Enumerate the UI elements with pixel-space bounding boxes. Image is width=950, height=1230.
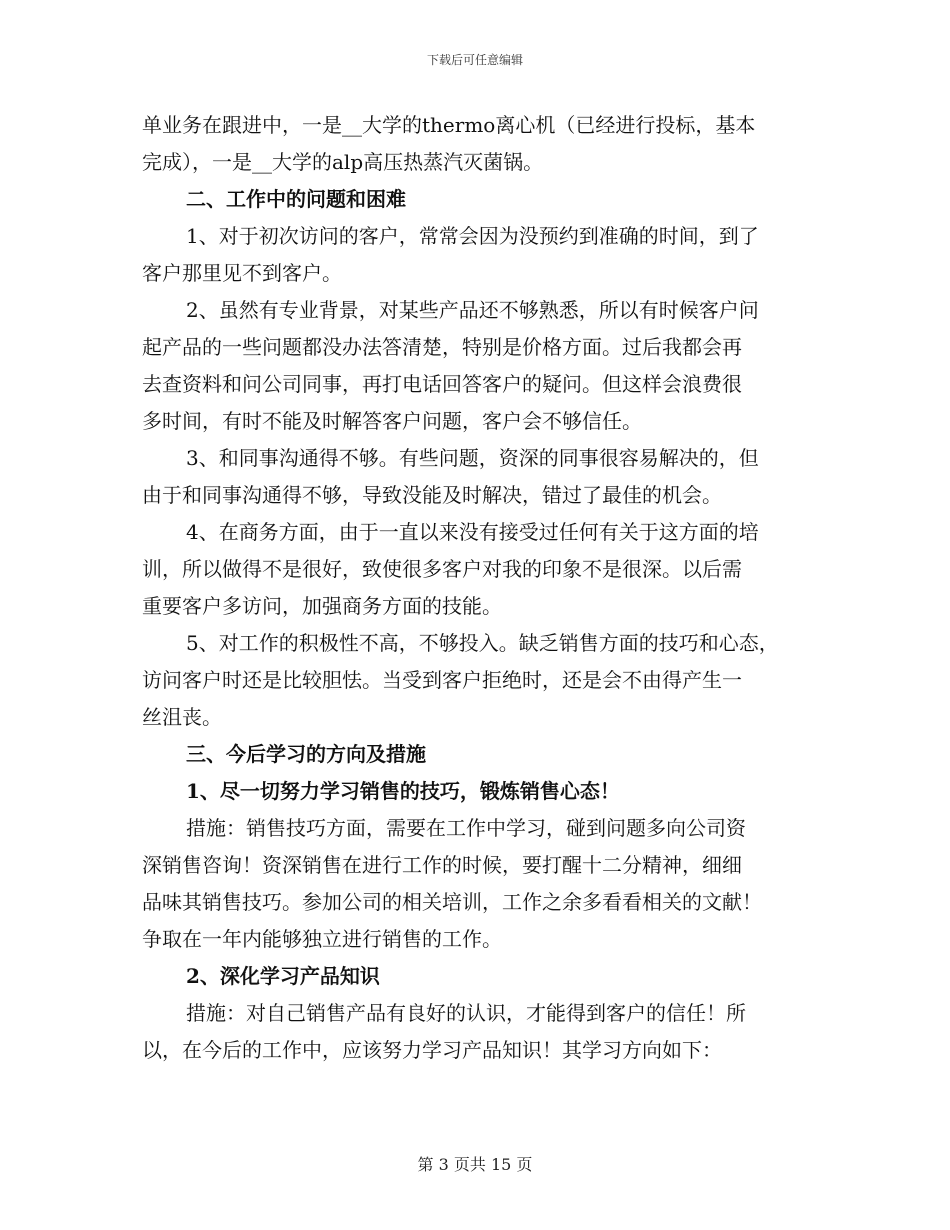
- section-heading: 二、工作中的问题和困难: [186, 187, 406, 211]
- paragraph-line: 4、在商务方面，由于一直以来没有接受过任何有关于这方面的培: [186, 520, 759, 544]
- paragraph-line: 以，在今后的工作中，应该努力学习产品知识！其学习方向如下：: [142, 1038, 722, 1062]
- paragraph-line: 争取在一年内能够独立进行销售的工作。: [142, 927, 502, 951]
- paragraph-line: 完成），一是__大学的alp高压热蒸汽灭菌锅。: [142, 150, 544, 174]
- section-heading: 三、今后学习的方向及措施: [186, 742, 426, 766]
- paragraph-line: 重要客户多访问，加强商务方面的技能。: [142, 594, 502, 618]
- paragraph-line: 2、虽然有专业背景，对某些产品还不够熟悉，所以有时候客户问: [186, 298, 759, 322]
- paragraph-line: 训，所以做得不是很好，致使很多客户对我的印象不是很深。以后需: [142, 557, 742, 581]
- paragraph-line: 多时间，有时不能及时解答客户问题，客户会不够信任。: [142, 409, 642, 433]
- paragraph-line: 品味其销售技巧。参加公司的相关培训，工作之余多看看相关的文献！: [142, 890, 762, 914]
- paragraph-line: 丝沮丧。: [142, 705, 222, 729]
- section-heading: 1、尽一切努力学习销售的技巧，锻炼销售心态！: [186, 779, 620, 803]
- paragraph-line: 由于和同事沟通得不够，导致没能及时解决，错过了最佳的机会。: [142, 483, 722, 507]
- paragraph-line: 起产品的一些问题都没办法答清楚，特别是价格方面。过后我都会再: [142, 335, 742, 359]
- paragraph-line: 5、对工作的积极性不高，不够投入。缺乏销售方面的技巧和心态，: [186, 631, 779, 655]
- paragraph-line: 3、和同事沟通得不够。有些问题，资深的同事很容易解决的，但: [186, 446, 759, 470]
- page-header: 下载后可任意编辑: [426, 53, 523, 67]
- paragraph-line: 深销售咨询！资深销售在进行工作的时候，要打醒十二分精神，细细: [142, 853, 742, 877]
- paragraph-line: 措施：对自己销售产品有良好的认识，才能得到客户的信任！所: [186, 1001, 746, 1025]
- page-number-footer: 第 3 页共 15 页: [417, 1155, 533, 1174]
- section-heading: 2、深化学习产品知识: [186, 964, 380, 988]
- paragraph-line: 措施：销售技巧方面，需要在工作中学习，碰到问题多向公司资: [186, 816, 746, 840]
- paragraph-line: 客户那里见不到客户。: [142, 261, 342, 285]
- paragraph-line: 访问客户时还是比较胆怯。当受到客户拒绝时，还是会不由得产生一: [142, 668, 742, 692]
- paragraph-line: 单业务在跟进中，一是__大学的thermo离心机（已经进行投标，基本: [142, 113, 756, 137]
- document-body: [142, 107, 827, 1069]
- paragraph-line: 1、对于初次访问的客户，常常会因为没预约到准确的时间，到了: [186, 224, 759, 248]
- paragraph-line: 去查资料和问公司同事，再打电话回答客户的疑问。但这样会浪费很: [142, 372, 742, 396]
